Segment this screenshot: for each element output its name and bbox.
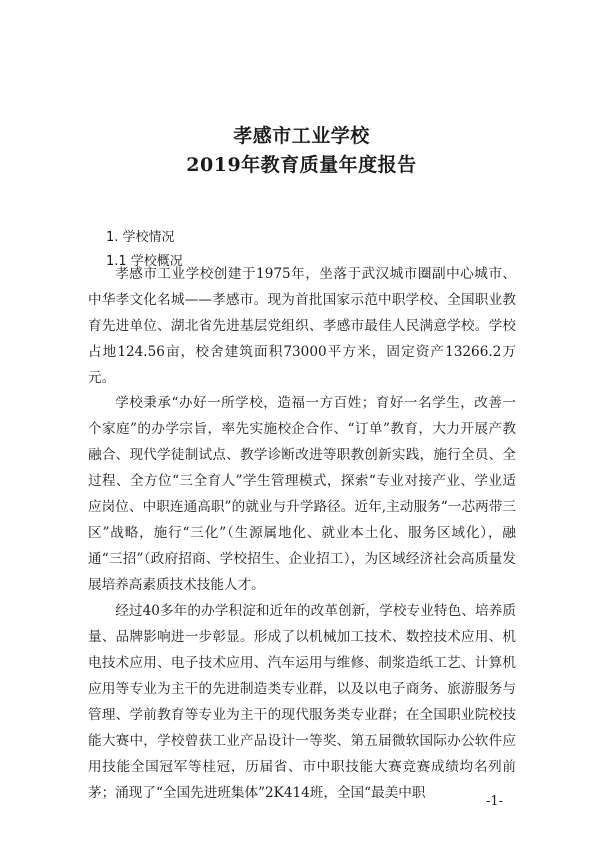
paragraph-school-philosophy: 学校秉承“办好一所学校，造福一方百姓；育好一名学生，改善一个家庭”的办学宗旨，率先实施校企合作、“订单”教育，大力开展产教融合、现代学徒制试点、教学诊断改进等职教创新实践，施行全员、全过程、全方位“三全育人”学生管理模式，探索“专业对接产业、学业适应岗位、中职连通高职”的就业与升学路径。近年,主动服务“一芯两带三区”战略，施行“三化”（生源属地化、就业本土化、服务区域化），融通“三招”（政府招商、学校招生、企业招工），为区域经济社会高质量发展培养高素质技术技能人才。 (88, 395, 516, 593)
report-title-school: 孝感市工业学校 (233, 125, 370, 147)
section-heading: 1. 学校情况 (106, 230, 175, 245)
paragraph-school-achievements: 经过40多年的办学积淀和近年的改革创新，学校专业特色、培养质量、品牌影响进一步彰显。形成了以机械加工技术、数控技术应用、机电技术应用、电子技术应用、汽车运用与维修、制浆造纸工艺、计算机应用等专业为主干的先进制造类专业群，以及以电子商务、旅游服务与管理、学前教育等专业为主干的现代服务类专业群；在全国职业院校技能大赛中，学校曾获工业产品设计一等奖、第五届微软国际办公软件应用技能全国冠军等桂冠，历届省、市中职技能大赛竞赛成绩均名列前茅；涌现了“全国先进班集体”2K414班，全国“最美中职 (88, 603, 516, 801)
paragraph-school-overview: 孝感市工业学校创建于1975年，坐落于武汉城市圈副中心城市、中华孝文化名城——孝感市。现为首批国家示范中职学校、全国职业教育先进单位、湖北省先进基层党组织、孝感市最佳人民满意学校。学校占地124.56亩，校舍建筑面积73000平方米，固定资产13266.2万元。 (88, 266, 516, 386)
page-number: -1- (486, 794, 504, 809)
report-title-year: 2019年教育质量年度报告 (186, 154, 417, 176)
subsection-heading: 1.1 学校概况 (106, 254, 183, 269)
